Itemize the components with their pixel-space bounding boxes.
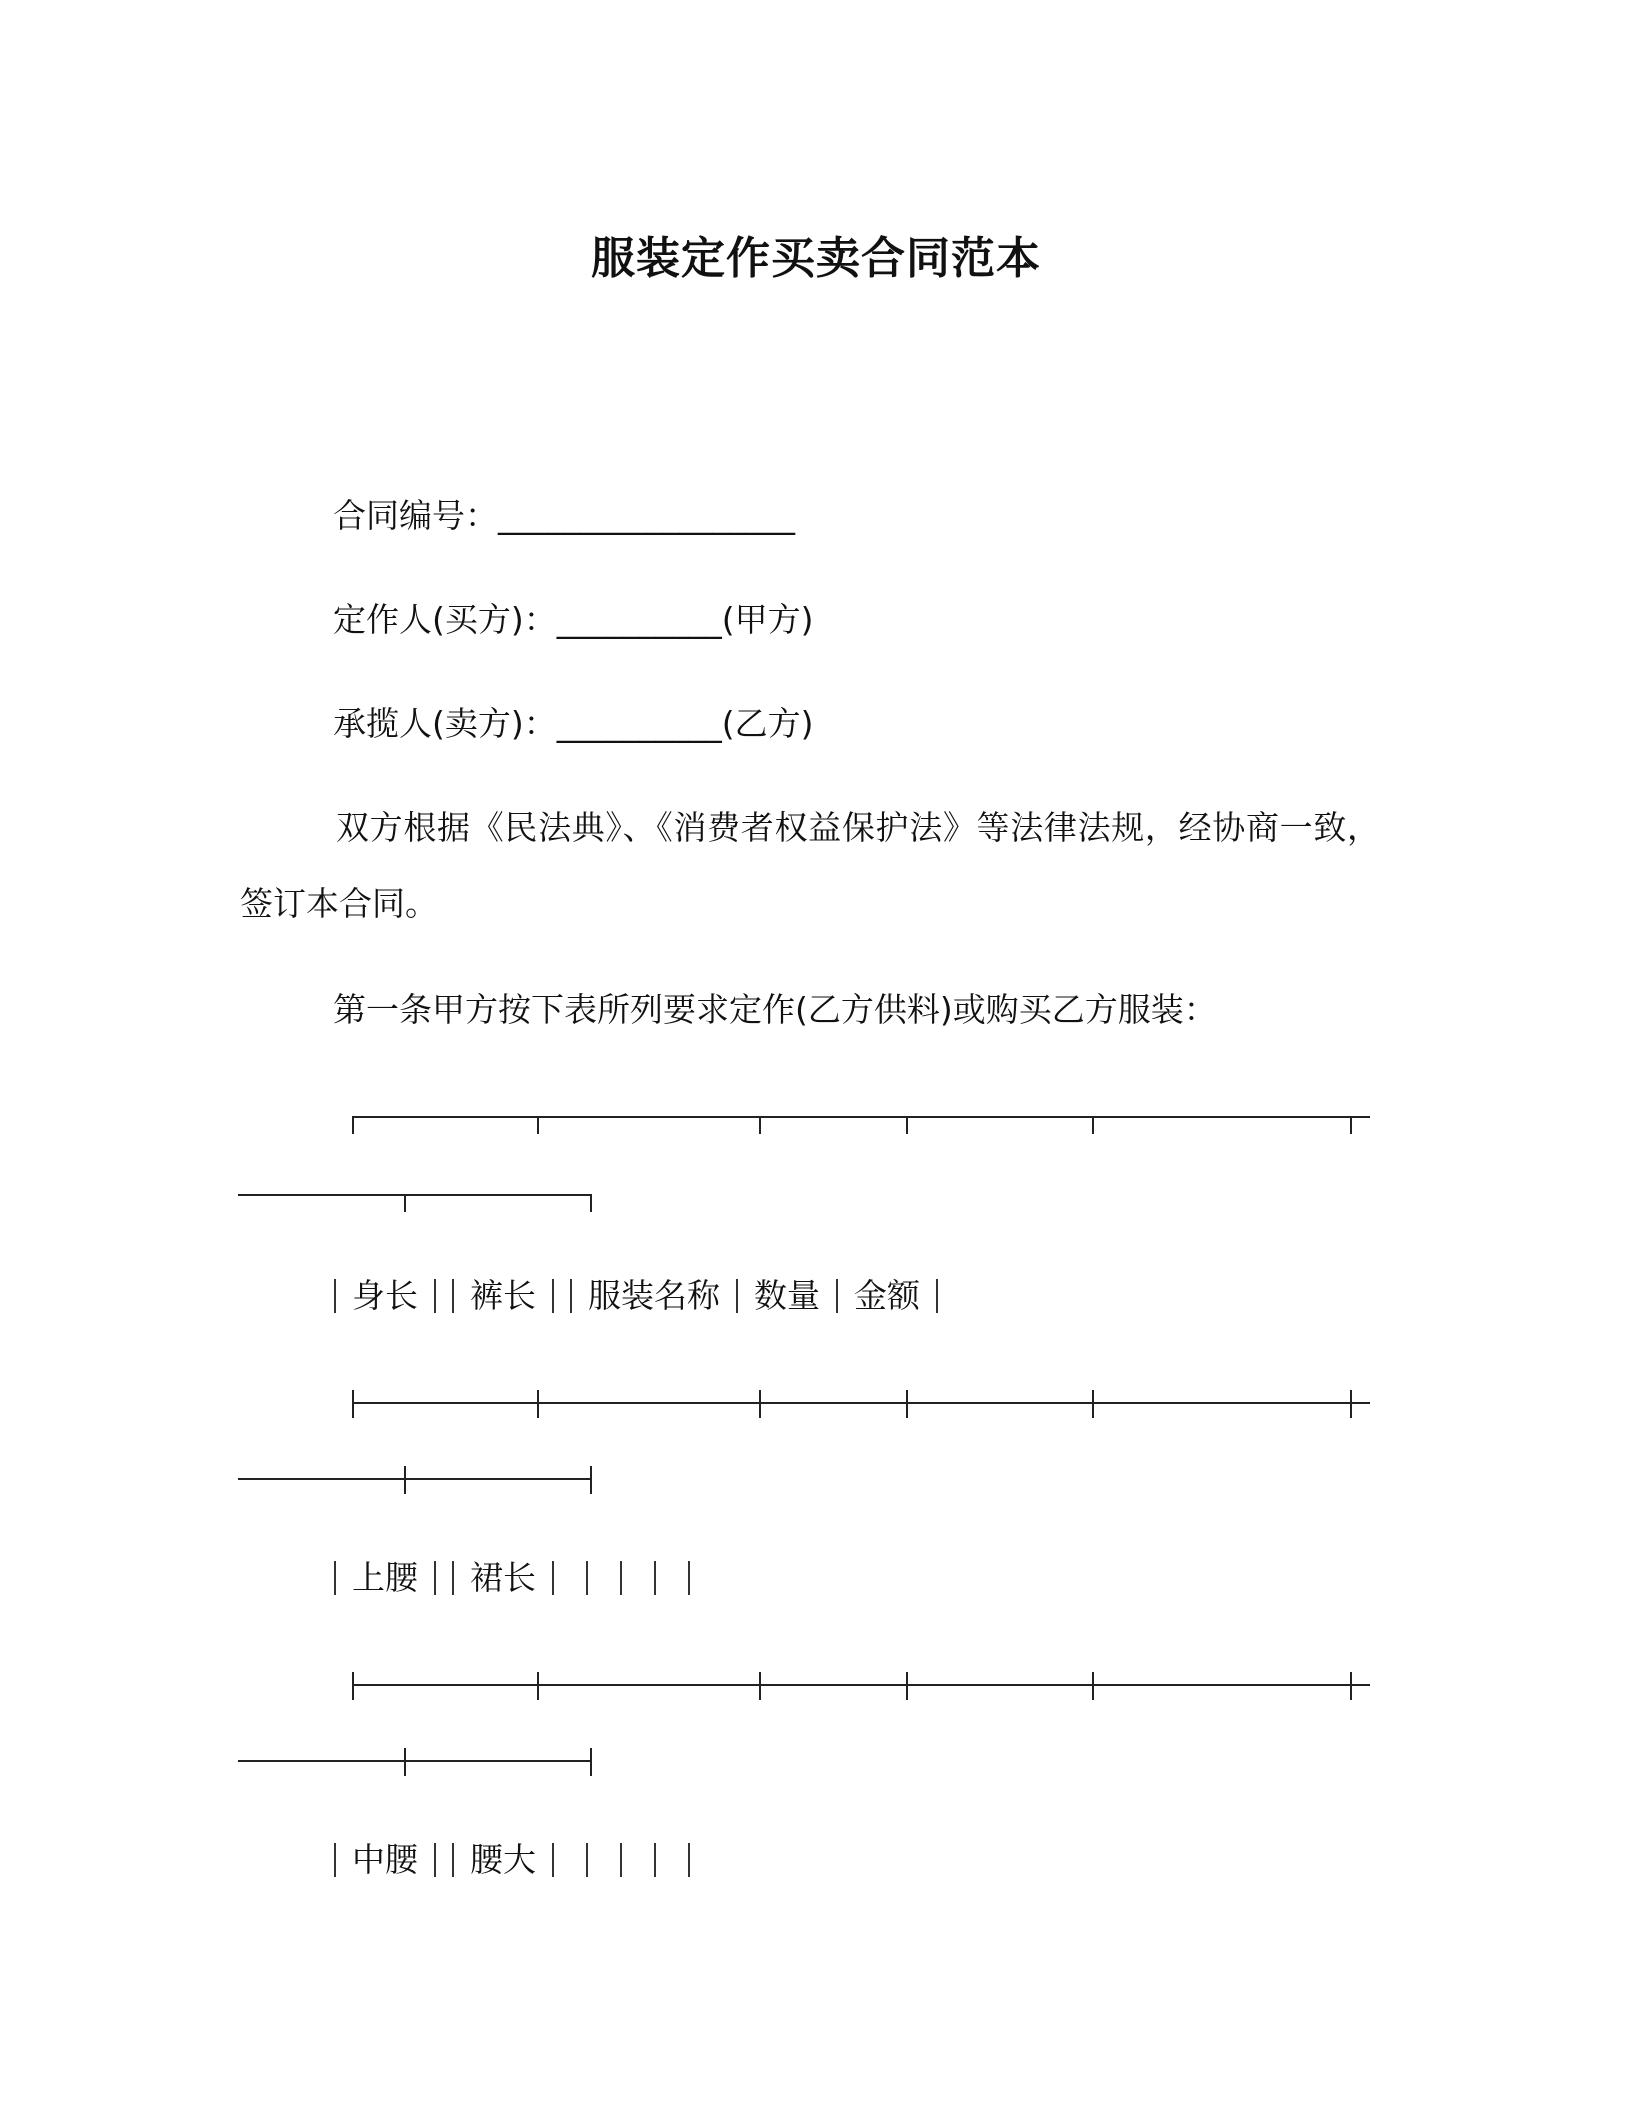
rule-tick bbox=[1092, 1390, 1094, 1418]
cell-divider bbox=[434, 1279, 436, 1313]
rule-tick bbox=[1350, 1390, 1352, 1418]
rule-tick bbox=[404, 1748, 406, 1776]
rule-tick bbox=[590, 1466, 592, 1494]
rule-line bbox=[352, 1684, 1370, 1686]
rule-line bbox=[238, 1478, 592, 1480]
rule-line bbox=[238, 1194, 592, 1196]
contract-number-blank: __________________ bbox=[498, 496, 795, 535]
rule-tick bbox=[1092, 1672, 1094, 1700]
rule-tick bbox=[906, 1116, 908, 1134]
table-cell: 裤长 bbox=[470, 1275, 536, 1315]
rule-tick bbox=[1092, 1116, 1094, 1134]
cell-divider bbox=[654, 1843, 656, 1877]
seller-line bbox=[333, 704, 814, 744]
cell-divider bbox=[552, 1843, 554, 1877]
document-title: 服装定作买卖合同范本 bbox=[591, 233, 1041, 284]
rule-tick bbox=[352, 1116, 354, 1134]
table-rule-top-3 bbox=[0, 1672, 1632, 1696]
article-one: 第一条甲方按下表所列要求定作(乙方供料)或购买乙方服装： bbox=[333, 990, 1217, 1029]
table-rule-top-1 bbox=[0, 1110, 1632, 1134]
rule-tick bbox=[1350, 1116, 1352, 1134]
rule-tick bbox=[352, 1672, 354, 1700]
table-row-1 bbox=[334, 1274, 954, 1316]
cell-divider bbox=[452, 1561, 454, 1595]
table-rule-bottom-1 bbox=[0, 1188, 1632, 1212]
rule-tick bbox=[590, 1748, 592, 1776]
table-cell: 中腰 bbox=[352, 1839, 418, 1879]
cell-divider bbox=[334, 1843, 336, 1877]
table-cell: 身长 bbox=[352, 1275, 418, 1315]
rule-line bbox=[238, 1760, 592, 1762]
contract-number-line bbox=[333, 496, 795, 536]
table-rule-bottom-3 bbox=[0, 1748, 1632, 1772]
table-rule-top-2 bbox=[0, 1390, 1632, 1414]
contract-number-label: 合同编号： bbox=[333, 496, 498, 535]
buyer-line bbox=[333, 600, 814, 640]
rule-tick bbox=[906, 1390, 908, 1418]
table-cell: 上腰 bbox=[352, 1557, 418, 1597]
cell-divider bbox=[836, 1279, 838, 1313]
cell-divider bbox=[552, 1561, 554, 1595]
rule-tick bbox=[537, 1672, 539, 1700]
rule-tick bbox=[759, 1116, 761, 1134]
rule-tick bbox=[1350, 1672, 1352, 1700]
cell-divider bbox=[620, 1843, 622, 1877]
intro-paragraph: 双方根据《民法典》、《消费者权益保护法》等法律法规，经协商一致，签订本合同。 bbox=[240, 808, 1380, 923]
cell-divider bbox=[334, 1279, 336, 1313]
rule-line bbox=[352, 1116, 1370, 1118]
table-cell: 数量 bbox=[754, 1275, 820, 1315]
cell-divider bbox=[586, 1561, 588, 1595]
rule-tick bbox=[759, 1672, 761, 1700]
rule-tick bbox=[404, 1194, 406, 1212]
table-cell: 腰大 bbox=[470, 1839, 536, 1879]
rule-line bbox=[352, 1402, 1370, 1404]
table-rule-bottom-2 bbox=[0, 1466, 1632, 1490]
rule-tick bbox=[906, 1672, 908, 1700]
table-cell: 服装名称 bbox=[588, 1275, 720, 1315]
buyer-blank: __________ bbox=[556, 600, 722, 639]
cell-divider bbox=[334, 1561, 336, 1595]
rule-tick bbox=[759, 1390, 761, 1418]
buyer-label: 定作人(买方)： bbox=[333, 600, 557, 639]
seller-suffix: (乙方) bbox=[721, 704, 814, 743]
cell-divider bbox=[736, 1279, 738, 1313]
rule-tick bbox=[352, 1390, 354, 1418]
rule-tick bbox=[537, 1390, 539, 1418]
table-row-2 bbox=[334, 1556, 706, 1598]
cell-divider bbox=[688, 1561, 690, 1595]
cell-divider bbox=[688, 1843, 690, 1877]
buyer-suffix: (甲方) bbox=[721, 600, 814, 639]
rule-tick bbox=[537, 1116, 539, 1134]
cell-divider bbox=[654, 1561, 656, 1595]
cell-divider bbox=[552, 1279, 554, 1313]
cell-divider bbox=[452, 1279, 454, 1313]
cell-divider bbox=[452, 1843, 454, 1877]
cell-divider bbox=[936, 1279, 938, 1313]
cell-divider bbox=[586, 1843, 588, 1877]
seller-blank: __________ bbox=[556, 704, 722, 743]
cell-divider bbox=[434, 1843, 436, 1877]
table-cell: 裙长 bbox=[470, 1557, 536, 1597]
cell-divider bbox=[570, 1279, 572, 1313]
rule-tick bbox=[404, 1466, 406, 1494]
cell-divider bbox=[620, 1561, 622, 1595]
table-row-3 bbox=[334, 1838, 706, 1880]
rule-tick bbox=[590, 1194, 592, 1212]
cell-divider bbox=[434, 1561, 436, 1595]
seller-label: 承揽人(卖方)： bbox=[333, 704, 557, 743]
table-cell: 金额 bbox=[854, 1275, 920, 1315]
